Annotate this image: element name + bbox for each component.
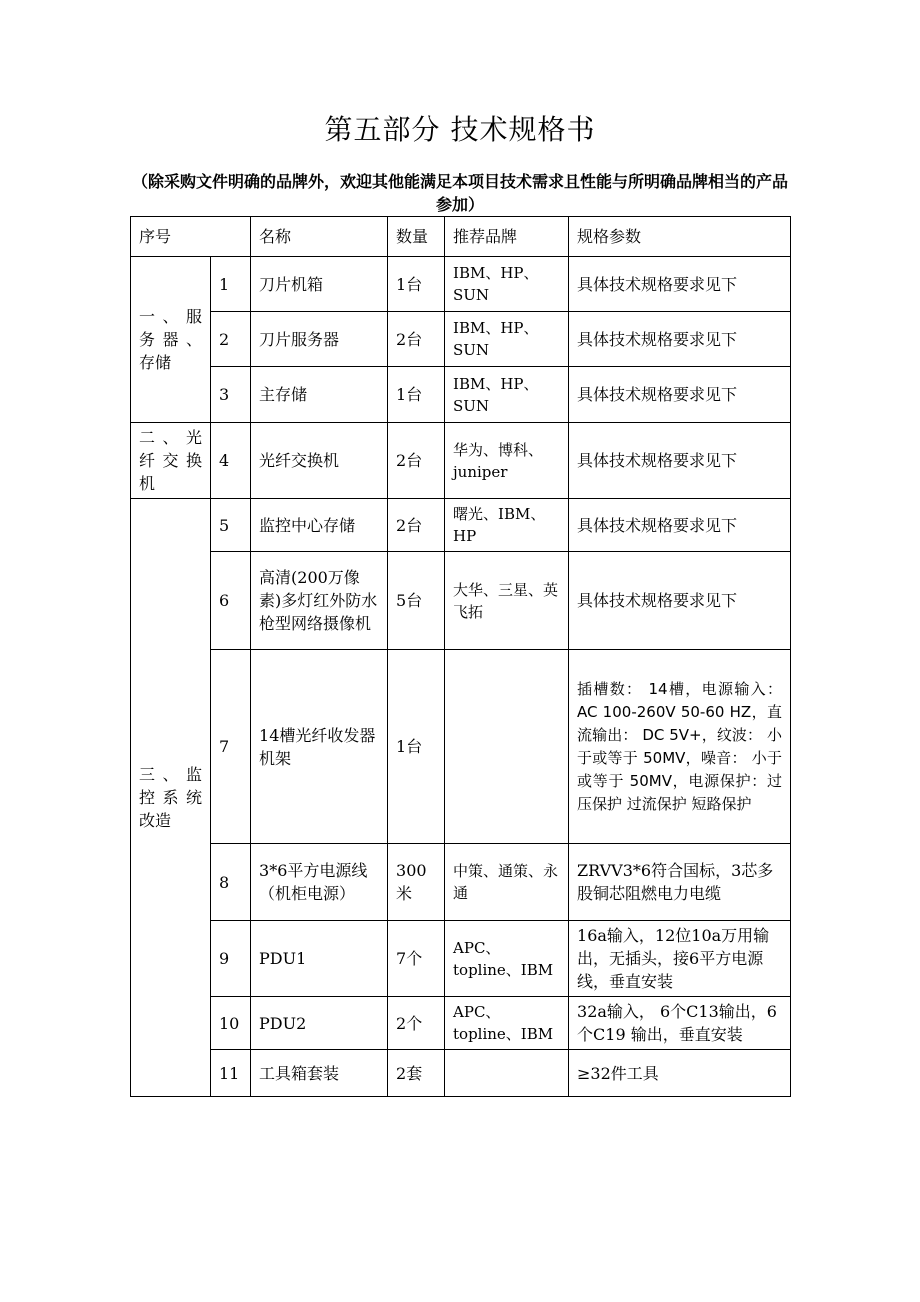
row-no: 4 — [211, 423, 251, 499]
row-no: 3 — [211, 367, 251, 423]
table-row — [131, 921, 791, 997]
spec-table — [130, 216, 791, 1097]
row-no: 5 — [211, 499, 251, 552]
row-qty: 5台 — [388, 552, 445, 650]
table-row — [131, 423, 791, 499]
row-spec: 具体技术规格要求见下 — [569, 367, 791, 423]
row-name: 工具箱套装 — [251, 1050, 388, 1097]
row-qty: 1台 — [388, 650, 445, 844]
row-name: 14槽光纤收发器机架 — [251, 650, 388, 844]
row-no: 6 — [211, 552, 251, 650]
header-seq: 序号 — [131, 217, 251, 257]
row-spec: ZRVV3*6符合国标，3芯多股铜芯阻燃电力电缆 — [569, 844, 791, 921]
category-cell: 二、光纤交换机 — [131, 423, 211, 499]
row-qty: 1台 — [388, 367, 445, 423]
row-spec: 32a输入， 6个C13输出，6个C19 输出，垂直安装 — [569, 997, 791, 1050]
row-qty: 1台 — [388, 257, 445, 312]
row-brand — [445, 650, 569, 844]
table-row — [131, 367, 791, 423]
page-title: 第五部分 技术规格书 — [324, 113, 596, 146]
row-qty: 2台 — [388, 499, 445, 552]
table-row — [131, 312, 791, 367]
row-no: 2 — [211, 312, 251, 367]
row-spec: 具体技术规格要求见下 — [569, 499, 791, 552]
header-brand: 推荐品牌 — [445, 217, 569, 257]
row-brand — [445, 1050, 569, 1097]
row-name: 主存储 — [251, 367, 388, 423]
row-name: PDU2 — [251, 997, 388, 1050]
row-qty: 300米 — [388, 844, 445, 921]
header-qty: 数量 — [388, 217, 445, 257]
row-brand: APC、topline、IBM — [445, 921, 569, 997]
table-row — [131, 844, 791, 921]
header-name: 名称 — [251, 217, 388, 257]
row-name: 监控中心存储 — [251, 499, 388, 552]
row-name: PDU1 — [251, 921, 388, 997]
row-name: 高清(200万像素)多灯红外防水枪型网络摄像机 — [251, 552, 388, 650]
row-no: 10 — [211, 997, 251, 1050]
row-spec: 插槽数： 14槽，电源输入： AC 100-260V 50-60 HZ，直流输出： DC 5V+，纹波： 小于或等于 50MV，噪音： 小于或等于 50MV，电源保护：过压保护 过流保护 短路保护 — [569, 650, 791, 844]
row-brand: IBM、HP、SUN — [445, 367, 569, 423]
row-brand: 曙光、IBM、HP — [445, 499, 569, 552]
row-name: 刀片机箱 — [251, 257, 388, 312]
row-no: 7 — [211, 650, 251, 844]
row-spec: 具体技术规格要求见下 — [569, 423, 791, 499]
row-spec: ≥32件工具 — [569, 1050, 791, 1097]
row-spec: 具体技术规格要求见下 — [569, 312, 791, 367]
row-qty: 2台 — [388, 423, 445, 499]
row-qty: 7个 — [388, 921, 445, 997]
row-spec: 具体技术规格要求见下 — [569, 552, 791, 650]
table-row — [131, 997, 791, 1050]
row-qty: 2台 — [388, 312, 445, 367]
table-row — [131, 1050, 791, 1097]
row-brand: 大华、三星、英飞拓 — [445, 552, 569, 650]
table-row — [131, 552, 791, 650]
table-row — [131, 650, 791, 844]
row-name: 光纤交换机 — [251, 423, 388, 499]
row-brand: APC、topline、IBM — [445, 997, 569, 1050]
row-brand: 中策、通策、永通 — [445, 844, 569, 921]
row-no: 9 — [211, 921, 251, 997]
page-subtitle: （除采购文件明确的品牌外，欢迎其他能满足本项目技术需求且性能与所明确品牌相当的产品参加） — [131, 172, 788, 214]
row-spec: 16a输入，12位10a万用输出，无插头，接6平方电源线，垂直安装 — [569, 921, 791, 997]
row-brand: IBM、HP、SUN — [445, 257, 569, 312]
category-cell: 三、监控系统改造 — [131, 499, 211, 1097]
row-qty: 2个 — [388, 997, 445, 1050]
row-name: 3*6平方电源线（机柜电源） — [251, 844, 388, 921]
table-header-row — [131, 217, 791, 257]
row-brand: IBM、HP、SUN — [445, 312, 569, 367]
category-cell: 一、服务器、存储 — [131, 257, 211, 423]
row-qty: 2套 — [388, 1050, 445, 1097]
row-no: 1 — [211, 257, 251, 312]
row-brand: 华为、博科、juniper — [445, 423, 569, 499]
table-row — [131, 257, 791, 312]
row-no: 8 — [211, 844, 251, 921]
header-spec: 规格参数 — [569, 217, 791, 257]
row-spec: 具体技术规格要求见下 — [569, 257, 791, 312]
row-name: 刀片服务器 — [251, 312, 388, 367]
table-row — [131, 499, 791, 552]
row-no: 11 — [211, 1050, 251, 1097]
